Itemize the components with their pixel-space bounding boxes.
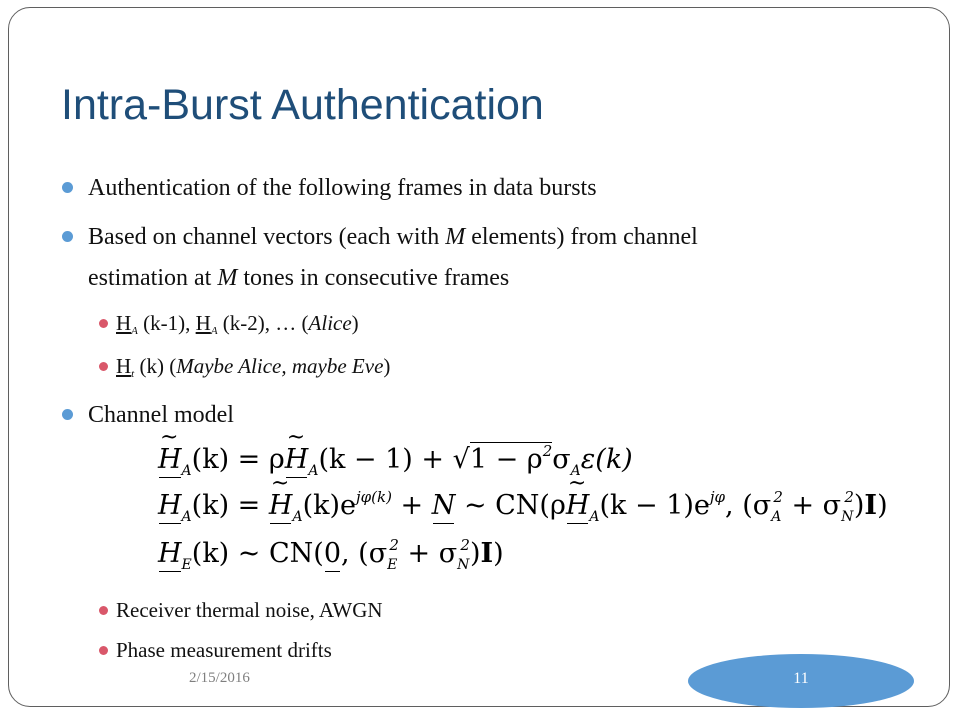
text-span: + bbox=[391, 490, 432, 521]
sub-bullet-phase-drifts: Phase measurement drifts bbox=[116, 638, 332, 662]
text-span: (k − 1) + bbox=[318, 444, 453, 475]
text-span: H bbox=[116, 311, 132, 335]
text-span: A bbox=[131, 325, 138, 337]
bullet-channel-vectors-line2 bbox=[88, 260, 509, 296]
text-span: ) bbox=[351, 311, 359, 335]
text-span: (k-1), bbox=[137, 311, 196, 335]
slide-title: Intra-Burst Authentication bbox=[61, 81, 544, 129]
text-span: I bbox=[864, 490, 878, 521]
sqrt-radicand: $1 - \rho^2$ bbox=[469, 442, 553, 475]
text-span: H bbox=[116, 354, 132, 378]
text-span: N bbox=[431, 490, 456, 521]
footer-date: 2/15/2016 bbox=[189, 670, 250, 686]
page-number: 11 bbox=[793, 670, 809, 687]
eq-symbol bbox=[432, 490, 456, 521]
text-span: jφ(k) bbox=[355, 488, 392, 506]
text-span: (k − 1)e bbox=[599, 490, 710, 521]
text-span: H bbox=[158, 490, 182, 521]
eq-symbol bbox=[158, 444, 182, 475]
text-span: (k) = bbox=[191, 490, 269, 521]
text-span: A bbox=[210, 325, 218, 337]
bullet-dot bbox=[62, 231, 73, 242]
text-span: (k-2), … ( bbox=[217, 311, 309, 335]
text-span: jφ bbox=[709, 488, 726, 506]
text-span: M bbox=[217, 265, 238, 291]
bullet-dot bbox=[62, 409, 73, 420]
text-span: H bbox=[195, 311, 211, 335]
text-span: ) bbox=[469, 538, 481, 569]
text-span: H bbox=[565, 490, 590, 521]
page-number-badge bbox=[688, 654, 914, 708]
text-span: elements) from channel bbox=[465, 224, 698, 250]
text-span: (k)e bbox=[302, 490, 356, 521]
text-span: (k) ~ CN( bbox=[191, 538, 324, 569]
text-span: A bbox=[570, 463, 581, 479]
text-span: (k) = ρ bbox=[191, 444, 285, 475]
text-span: A bbox=[308, 463, 319, 479]
text-span: 1 − ρ bbox=[469, 444, 543, 475]
text-span: estimation at bbox=[88, 265, 218, 291]
text-span: A bbox=[589, 509, 600, 525]
text-span: tones in consecutive frames bbox=[237, 265, 510, 291]
text-span: H bbox=[158, 444, 182, 475]
bullet-channel-model: Channel model bbox=[88, 402, 234, 428]
sub-bullet-thermal-noise: Receiver thermal noise, AWGN bbox=[116, 598, 383, 622]
text-span: t bbox=[131, 368, 135, 380]
text-span: , (σ bbox=[725, 490, 772, 521]
text-span: A bbox=[181, 509, 192, 525]
text-span: σ bbox=[552, 444, 571, 475]
bullet-channel-vectors bbox=[88, 219, 698, 255]
eq-symbol bbox=[566, 490, 590, 521]
text-span: ε(k) bbox=[580, 444, 633, 475]
eq-symbol bbox=[269, 490, 293, 521]
equation-1: ~ $H_A(k)$ = ρ~ $H_A(k - 1) + √1 - \rho^2\sigma_A\varepsilon(k)$ bbox=[158, 442, 633, 475]
text-span: + σ bbox=[782, 490, 842, 521]
text-span: A bbox=[181, 463, 192, 479]
text-span: H bbox=[284, 444, 309, 475]
bullet-dot bbox=[62, 182, 73, 193]
sub-bullet-maybe-eve bbox=[116, 352, 390, 384]
bullet-authentication: Authentication of the following frames in data bursts bbox=[88, 175, 597, 201]
sub-bullet-alice bbox=[116, 309, 359, 341]
sub-bullet-dot bbox=[99, 646, 108, 655]
sub-bullet-dot bbox=[99, 606, 108, 615]
sub-bullet-dot bbox=[99, 362, 108, 371]
text-span: ) bbox=[853, 490, 865, 521]
text-span: ) bbox=[877, 490, 888, 521]
text-span: Based on channel vectors (each with bbox=[88, 224, 446, 250]
text-span: A bbox=[292, 509, 303, 525]
text-span: Maybe Alice, maybe Eve bbox=[176, 354, 384, 378]
text-span: H bbox=[268, 490, 293, 521]
text-span: Alice bbox=[308, 311, 352, 335]
text-span: M bbox=[445, 224, 466, 250]
text-span: ) bbox=[383, 354, 391, 378]
text-span: ~ CN(ρ bbox=[455, 490, 566, 521]
eq-symbol bbox=[158, 538, 182, 569]
text-span: I bbox=[480, 538, 494, 569]
eq-symbol bbox=[324, 538, 341, 569]
sub-bullet-dot bbox=[99, 319, 108, 328]
eq-symbol bbox=[158, 490, 182, 521]
equation-3: $H_E(k)$ ~ CN(0, $(\sigma_E^2 + \sigma_N^2)I$) bbox=[158, 536, 504, 573]
equation-2: $H_A(k)$ = ~ $H_A(k)e^{j\varphi(k)} + N$ ~ CN(ρ~ $H_A(k - 1)e^{j\varphi}$, $(\sigma_A^2 + \sigma_N^2)I$) bbox=[158, 490, 888, 521]
text-span: (k) ( bbox=[134, 354, 177, 378]
text-span: ) bbox=[493, 538, 504, 569]
text-span: + σ bbox=[398, 538, 458, 569]
text-span: , (σ bbox=[341, 538, 388, 569]
text-span: H bbox=[158, 538, 182, 569]
text-span: 0 bbox=[323, 538, 342, 569]
